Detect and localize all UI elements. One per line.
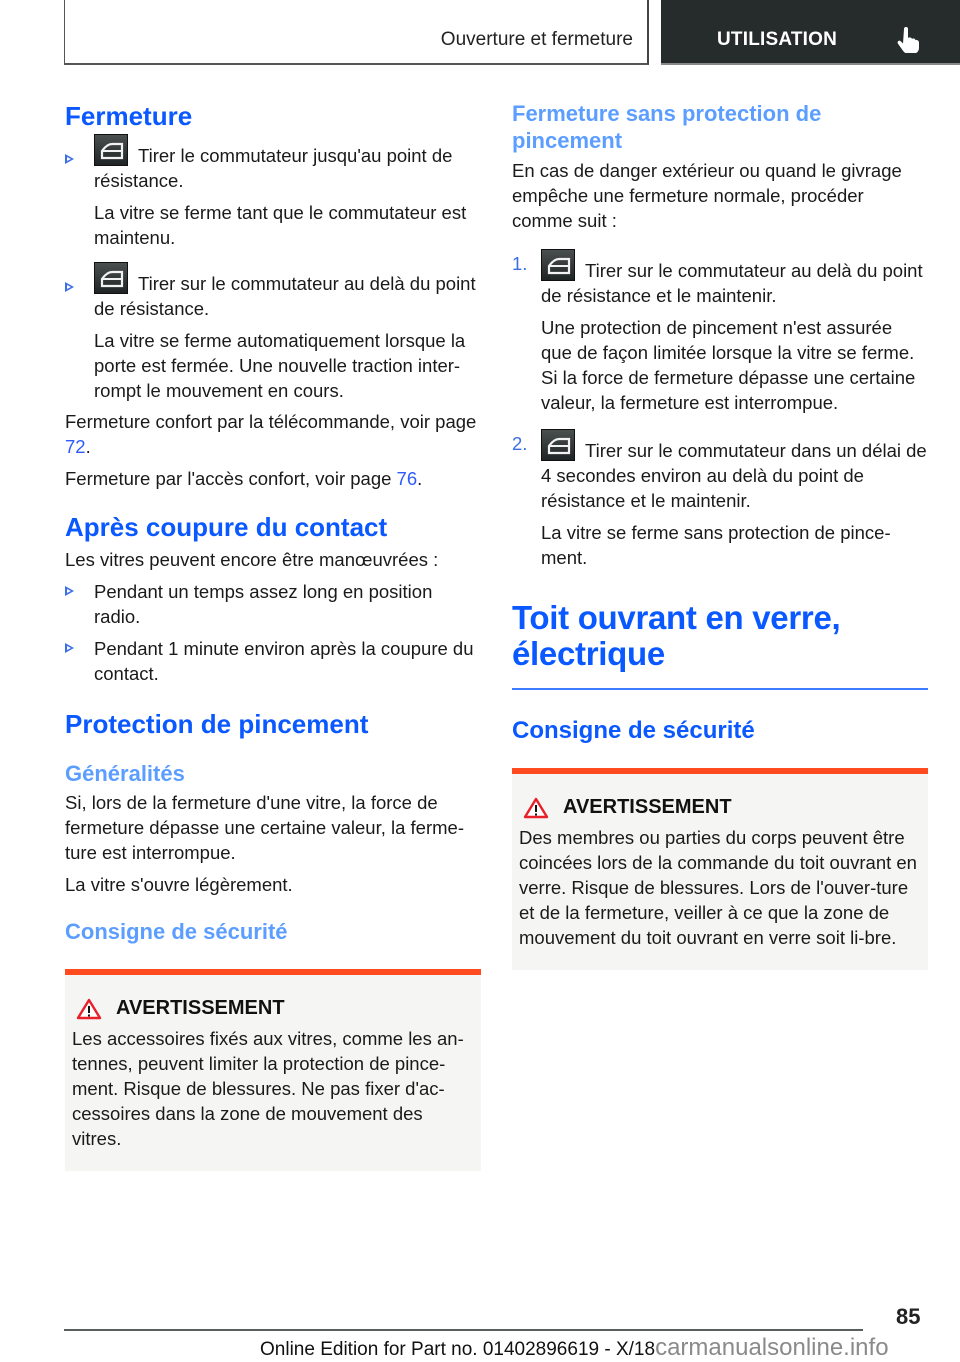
heading-consigne-securite: Consigne de sécurité — [65, 919, 288, 944]
heading-apres-coupure: Après coupure du contact — [65, 512, 388, 542]
window-switch-icon — [94, 134, 128, 166]
watermark: carmanualsonline.info — [655, 1334, 889, 1361]
step-item — [512, 249, 928, 415]
pointing-hand-icon — [897, 27, 919, 53]
step-number: 1. — [512, 253, 528, 274]
item-note: La vitre se ferme automatiquement lorsque la porte est fermée. Une nouvelle traction inter-rompt le mouvement en cours. — [94, 330, 466, 401]
intro-text: Les vitres peuvent encore être manœuvrées : — [65, 549, 439, 570]
step-note: Une protection de pincement n'est assurée que de façon limitée lorsque la vitre se ferme. Si la force de fermeture dépasse une certaine valeur, la fermeture est interrompue. — [541, 317, 916, 413]
bullet-triangle-icon — [65, 154, 74, 164]
chapter-title: UTILISATION — [717, 29, 838, 50]
footer-rule — [64, 1329, 863, 1331]
heading-sans-protection: Fermeture sans protection de pincement — [512, 101, 822, 153]
item-note: La vitre se ferme tant que le commutateur est maintenu. — [94, 202, 467, 248]
section-title: Ouverture et fermeture — [440, 29, 633, 50]
step-note: La vitre se ferme sans protection de pince-ment. — [541, 522, 891, 568]
heading-consigne-securite: Consigne de sécurité — [512, 717, 755, 744]
reference-paragraph: Fermeture par l'accès confort, voir page 76. — [65, 468, 423, 489]
heading-rule — [512, 688, 928, 690]
heading-fermeture: Fermeture — [65, 101, 193, 131]
window-switch-icon — [94, 262, 128, 294]
warning-box — [65, 969, 481, 1171]
warning-triangle-icon — [523, 797, 549, 819]
footer-edition: Online Edition for Part no. 01402896619 - X/18carmanualsonline.info — [260, 1334, 889, 1361]
bullet-triangle-icon — [65, 643, 74, 653]
window-switch-icon — [541, 429, 575, 461]
step-text: Tirer sur le commutateur dans un délai de 4 secondes environ au delà du point de résistance et le maintenir. — [541, 440, 927, 511]
generalites-text-2: La vitre s'ouvre légèrement. — [65, 874, 293, 895]
right-column — [512, 100, 928, 970]
step-text: Tirer sur le commutateur au delà du point de résistance et le maintenir. — [541, 260, 923, 306]
warning-text: Les accessoires fixés aux vitres, comme les an-tennes, peuvent limiter la protection de pince-ment. Risque de blessures. Ne pas fixer d'ac-cessoires dans la zone de mouvement des vitres. — [72, 1028, 464, 1149]
header-chapter-tab — [661, 0, 960, 65]
window-switch-icon — [541, 249, 575, 281]
page-number: 85 — [896, 1304, 921, 1329]
list-item — [65, 134, 481, 250]
reference-paragraph: Fermeture confort par la télécommande, voir page 72. — [65, 411, 477, 457]
step-number: 2. — [512, 433, 528, 454]
warning-text: Des membres ou parties du corps peuvent être coincées lors de la commande du toit ouvrant en verre. Risque de blessures. Lors de l'ouver-ture et de la fermeture, veiller à ce que la zone de mouvement du toit ouvrant en verre soit li-bre. — [519, 827, 917, 948]
warning-triangle-icon — [76, 998, 102, 1020]
warning-label: AVERTISSEMENT — [116, 997, 285, 1019]
item-text: Tirer le commutateur jusqu'au point de résistance. — [94, 145, 453, 191]
page-link-72[interactable]: 72 — [65, 436, 86, 457]
warning-label: AVERTISSEMENT — [563, 796, 732, 818]
list-item: Pendant 1 minute environ après la coupure du contact. — [65, 636, 481, 686]
generalites-text: Si, lors de la fermeture d'une vitre, la force de fermeture dépasse une certaine valeur, la ferme-ture est interrompue. — [65, 792, 464, 863]
bullet-triangle-icon — [65, 586, 74, 596]
header-section-tab — [64, 0, 649, 65]
chapter-heading-toit-ouvrant: Toit ouvrant en verre, électrique — [512, 599, 841, 672]
list-item: Pendant un temps assez long en position radio. — [65, 579, 481, 629]
left-column — [65, 100, 481, 1171]
heading-generalites: Généralités — [65, 761, 185, 786]
item-text: Tirer sur le commutateur au delà du point de résistance. — [94, 273, 476, 319]
page-link-76[interactable]: 76 — [396, 468, 418, 489]
list-item — [65, 262, 481, 403]
heading-protection: Protection de pincement — [65, 709, 369, 739]
intro-text: En cas de danger extérieur ou quand le givrage empêche une fermeture normale, procéder comme suit : — [512, 160, 902, 231]
warning-box — [512, 768, 928, 970]
bullet-triangle-icon — [65, 282, 74, 292]
step-item — [512, 429, 928, 570]
